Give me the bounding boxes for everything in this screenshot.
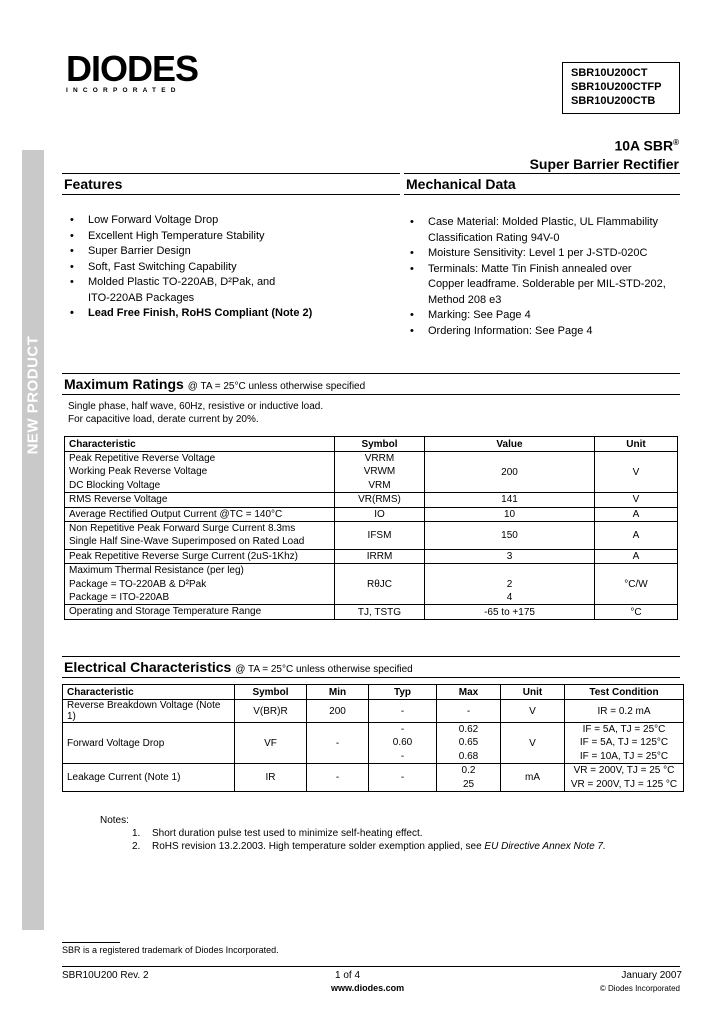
symbol-cell: VF [235,723,307,764]
min-cell: - [307,723,369,764]
value-cell: 10 [425,507,595,521]
condition-cell: IF = 5A, TJ = 25°C IF = 5A, TJ = 125°C IF = 10A, TJ = 25°C [565,723,684,764]
characteristic-cell: Reverse Breakdown Voltage (Note 1) [63,700,235,723]
unit-cell: A [595,522,678,550]
features-list [64,213,364,322]
unit-cell: A [595,507,678,521]
diodes-logo [66,48,222,94]
max-cell: 0.62 0.65 0.68 [437,723,501,764]
characteristic-cell: Non Repetitive Peak Forward Surge Current 8.3ms Single Half Sine-Wave Superimposed on Rated Load [65,522,335,550]
max-cell: 0.2 25 [437,764,501,792]
list-item: • Low Forward Voltage Drop [64,213,364,229]
min-cell: - [307,764,369,792]
column-header: Characteristic [65,437,335,452]
condition-cell: IR = 0.2 mA [565,700,684,723]
part-number-box [562,62,680,114]
list-item: • Excellent High Temperature Stability [64,229,364,245]
table-row [65,493,678,507]
characteristic-cell: RMS Reverse Voltage [65,493,335,507]
unit-cell: °C [595,605,678,619]
list-item: • Soft, Fast Switching Capability [64,260,364,276]
symbol-cell: IFSM [335,522,425,550]
title-line1: 10A SBR [614,137,674,154]
note-item: 2. RoHS revision 13.2.2003. High temperature solder exemption applied, see EU Directive Annex Note 7. [132,841,606,852]
table-row [65,549,678,563]
max-ratings-heading [62,373,680,395]
unit-cell: V [595,452,678,493]
list-item: • Lead Free Finish, RoHS Compliant (Note 2) [64,306,364,322]
column-header: Test Condition [565,685,684,700]
footnote-divider [62,942,120,943]
footer-date: January 2007 [621,970,682,981]
features-heading: Features [62,173,400,195]
typ-cell: - [369,764,437,792]
value-cell: 3 [425,549,595,563]
notes-label: Notes: [100,815,129,826]
footer-revision: SBR10U200 Rev. 2 [62,970,149,981]
column-header: Characteristic [63,685,235,700]
footer-page: 1 of 4 [335,970,361,981]
list-item: • Molded Plastic TO-220AB, D²Pak, and ITO-220AB Packages [64,275,279,306]
column-header: Max [437,685,501,700]
symbol-cell: TJ, TSTG [335,605,425,619]
product-title [530,134,679,173]
table-row [65,564,678,605]
new-product-banner [22,150,44,930]
new-product-label: NEW PRODUCT [24,335,42,455]
title-line2: Super Barrier Rectifier [529,155,679,172]
footer-url[interactable]: www.diodes.com [331,983,405,993]
list-item: • Super Barrier Design [64,244,364,260]
max-ratings-condition: @ TA = 25°C unless otherwise specified [187,381,366,392]
unit-cell: V [501,723,565,764]
max-ratings-table [64,436,678,620]
table-row [65,605,678,619]
symbol-cell: VRRM VRWM VRM [335,452,425,493]
list-item: • Terminals: Matte Tin Finish annealed over Copper leadframe. Solderable per MIL-STD-202, Method 208 e3 [404,262,666,309]
value-cell: 2 4 [425,564,595,605]
unit-cell: V [501,700,565,723]
electrical-condition: @ TA = 25°C unless otherwise specified [235,664,413,675]
symbol-cell: VR(RMS) [335,493,425,507]
symbol-cell: RθJC [335,564,425,605]
unit-cell: °C/W [595,564,678,605]
unit-cell: A [595,549,678,563]
max-ratings-notes [68,400,468,426]
table-row [65,522,678,550]
footer-divider [62,966,680,967]
mechanical-list [404,215,666,339]
characteristic-cell: Leakage Current (Note 1) [63,764,235,792]
notes-block [100,814,660,853]
registered-mark: ® [673,138,679,147]
unit-cell: mA [501,764,565,792]
table-row [65,452,678,493]
mechanical-heading: Mechanical Data [404,173,680,195]
unit-cell: V [595,493,678,507]
footer-copyright: © Diodes Incorporated [599,984,680,993]
typ-cell: - 0.60 - [369,723,437,764]
table-header-row [63,685,684,700]
list-item: • Moisture Sensitivity: Level 1 per J-STD-020C [404,246,666,262]
characteristic-cell: Forward Voltage Drop [63,723,235,764]
characteristic-cell: Peak Repetitive Reverse Surge Current (2uS-1Khz) [65,549,335,563]
list-item: • Case Material: Molded Plastic, UL Flammability Classification Rating 94V-0 [404,215,666,246]
table-row [63,723,684,764]
value-cell: 150 [425,522,595,550]
part-number: SBR10U200CT [571,67,648,79]
column-header: Symbol [235,685,307,700]
symbol-cell: IO [335,507,425,521]
typ-cell: - [369,700,437,723]
characteristic-cell: Average Rectified Output Current @TC = 140°C [65,507,335,521]
table-row [63,764,684,792]
column-header: Value [425,437,595,452]
column-header: Typ [369,685,437,700]
part-number: SBR10U200CTB [571,95,656,107]
load-note: Single phase, half wave, 60Hz, resistive or inductive load. [68,401,324,412]
table-row [65,507,678,521]
list-item: • Ordering Information: See Page 4 [404,324,666,340]
note-item: 1. Short duration pulse test used to minimize self-heating effect. [132,828,423,839]
characteristic-cell: Peak Repetitive Reverse Voltage Working Peak Reverse Voltage DC Blocking Voltage [65,452,335,493]
derate-note: For capacitive load, derate current by 20%. [68,414,259,425]
electrical-table [62,684,684,792]
value-cell: -65 to +175 [425,605,595,619]
logo-subtitle: INCORPORATED [66,87,181,94]
symbol-cell: V(BR)R [235,700,307,723]
column-header: Symbol [335,437,425,452]
column-header: Unit [595,437,678,452]
value-cell: 200 [425,452,595,493]
characteristic-cell: Operating and Storage Temperature Range [65,605,335,619]
trademark-note: SBR is a registered trademark of Diodes Incorporated. [62,945,279,955]
column-header: Unit [501,685,565,700]
electrical-heading [62,656,680,678]
characteristic-cell: Maximum Thermal Resistance (per leg) Package = TO-220AB & D²Pak Package = ITO-220AB [65,564,335,605]
max-ratings-title: Maximum Ratings [64,376,184,392]
column-header: Min [307,685,369,700]
condition-cell: VR = 200V, TJ = 25 °C VR = 200V, TJ = 125 °C [565,764,684,792]
max-cell: - [437,700,501,723]
table-header-row [65,437,678,452]
symbol-cell: IR [235,764,307,792]
symbol-cell: IRRM [335,549,425,563]
list-item: • Marking: See Page 4 [404,308,666,324]
min-cell: 200 [307,700,369,723]
table-row [63,700,684,723]
part-number: SBR10U200CTFP [571,81,662,93]
logo-wordmark: DIODES [66,48,199,89]
electrical-title: Electrical Characteristics [64,659,232,675]
value-cell: 141 [425,493,595,507]
